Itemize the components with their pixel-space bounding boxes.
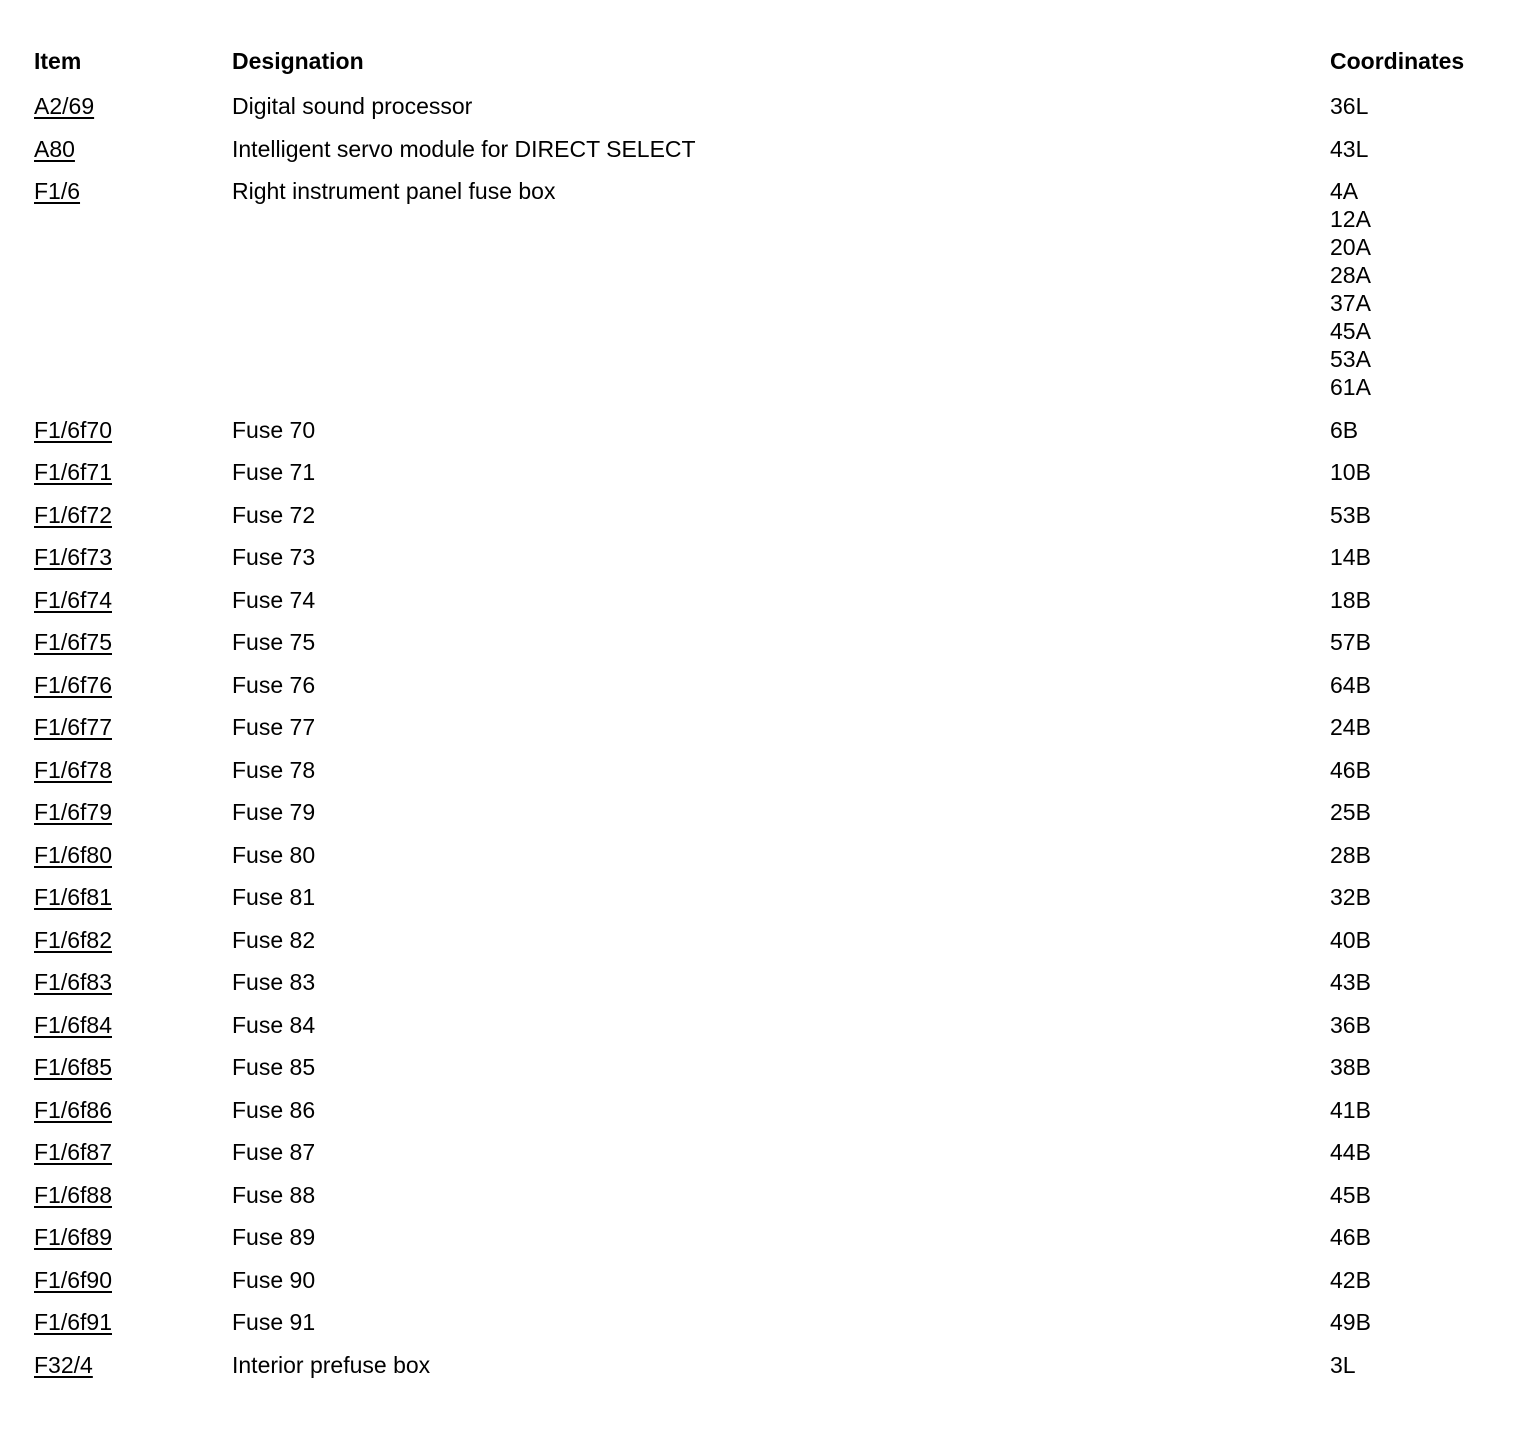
table-row xyxy=(34,1302,1504,1345)
item-link[interactable]: F1/6f87 xyxy=(34,1139,112,1165)
designation-cell: Fuse 88 xyxy=(232,1181,316,1208)
coordinates-cell xyxy=(1330,458,1504,486)
designation-cell: Fuse 74 xyxy=(232,586,316,613)
table-row xyxy=(34,835,1504,878)
item-cell xyxy=(34,926,232,954)
coordinate-value: 25B xyxy=(1330,799,1371,825)
designation-cell: Fuse 85 xyxy=(232,1054,316,1080)
item-cell xyxy=(34,92,232,120)
coordinate-value: 57B xyxy=(1330,629,1371,655)
table-row xyxy=(34,707,1504,750)
coordinates-cell xyxy=(1330,671,1504,699)
item-link[interactable]: F32/4 xyxy=(34,1351,93,1378)
coordinate-value: 12A xyxy=(1330,206,1371,232)
item-link[interactable]: F1/6f71 xyxy=(34,459,112,485)
item-cell xyxy=(34,1266,232,1294)
table-row xyxy=(34,1047,1504,1090)
table-header xyxy=(34,44,1504,86)
item-cell xyxy=(34,177,232,205)
item-cell xyxy=(34,416,232,444)
item-link[interactable]: F1/6f79 xyxy=(34,799,112,825)
header-item: Item xyxy=(34,48,82,74)
table-row xyxy=(34,537,1504,580)
table-row xyxy=(34,1345,1504,1388)
coordinate-value: 64B xyxy=(1330,671,1371,698)
coordinates-cell xyxy=(1330,92,1504,120)
item-link[interactable]: F1/6f90 xyxy=(34,1266,112,1293)
header-designation: Designation xyxy=(232,48,364,74)
item-link[interactable]: F1/6f80 xyxy=(34,841,112,868)
item-cell xyxy=(34,756,232,784)
coordinates-cell xyxy=(1330,798,1504,826)
item-cell xyxy=(34,628,232,656)
item-link[interactable]: A2/69 xyxy=(34,93,95,119)
table-row xyxy=(34,129,1504,172)
coordinates-cell xyxy=(1330,1096,1504,1124)
coordinates-cell xyxy=(1330,926,1504,954)
table-row xyxy=(34,1260,1504,1303)
item-link[interactable]: F1/6f75 xyxy=(34,629,112,655)
designation-cell: Fuse 73 xyxy=(232,544,316,570)
coordinate-value: 28A xyxy=(1330,262,1371,288)
coordinates-cell xyxy=(1330,1011,1504,1039)
coordinate-value: 49B xyxy=(1330,1309,1371,1335)
item-cell xyxy=(34,543,232,571)
table-row xyxy=(34,495,1504,538)
coordinate-value: 42B xyxy=(1330,1266,1371,1293)
item-cell xyxy=(34,458,232,486)
item-cell xyxy=(34,968,232,996)
item-cell xyxy=(34,1011,232,1039)
designation-cell: Fuse 76 xyxy=(232,671,316,698)
designation-cell: Fuse 71 xyxy=(232,459,316,485)
table-row xyxy=(34,410,1504,453)
item-cell xyxy=(34,798,232,826)
table-row xyxy=(34,1090,1504,1133)
coordinate-value: 37A xyxy=(1330,290,1371,316)
table-row xyxy=(34,452,1504,495)
item-cell xyxy=(34,501,232,529)
table-row xyxy=(34,171,1504,410)
coordinates-cell xyxy=(1330,968,1504,996)
item-cell xyxy=(34,713,232,741)
table-row xyxy=(34,877,1504,920)
designation-cell: Fuse 89 xyxy=(232,1224,316,1250)
coordinates-cell xyxy=(1330,628,1504,656)
item-cell xyxy=(34,841,232,869)
coordinates-cell xyxy=(1330,1266,1504,1294)
table-row xyxy=(34,1175,1504,1218)
item-link[interactable]: F1/6f81 xyxy=(34,884,112,910)
coordinate-value: 36L xyxy=(1330,93,1369,119)
coordinate-value: 44B xyxy=(1330,1139,1371,1165)
item-cell xyxy=(34,1181,232,1209)
coordinates-cell xyxy=(1330,135,1504,163)
coordinates-cell xyxy=(1330,713,1504,741)
designation-cell: Fuse 77 xyxy=(232,714,316,740)
table-row xyxy=(34,1217,1504,1260)
item-cell xyxy=(34,1096,232,1124)
coordinate-value: 32B xyxy=(1330,884,1371,910)
item-link[interactable]: F1/6f76 xyxy=(34,671,112,698)
item-link[interactable]: F1/6f82 xyxy=(34,926,112,953)
coordinate-value: 45B xyxy=(1330,1181,1371,1208)
coordinates-cell xyxy=(1330,883,1504,911)
item-link[interactable]: F1/6f91 xyxy=(34,1309,112,1335)
designation-cell: Fuse 87 xyxy=(232,1139,316,1165)
designation-cell: Intelligent servo module for DIRECT SELECT xyxy=(232,135,696,162)
designation-cell: Fuse 82 xyxy=(232,926,316,953)
coordinate-value: 18B xyxy=(1330,586,1371,613)
coordinates-cell xyxy=(1330,756,1504,784)
coordinate-value: 6B xyxy=(1330,416,1359,443)
designation-cell: Fuse 90 xyxy=(232,1266,316,1293)
table-row xyxy=(34,1005,1504,1048)
item-link[interactable]: F1/6f73 xyxy=(34,544,112,570)
coordinates-cell xyxy=(1330,1351,1504,1379)
coordinate-value: 3L xyxy=(1330,1351,1356,1378)
coordinate-value: 43L xyxy=(1330,135,1369,162)
coordinates-cell xyxy=(1330,1223,1504,1251)
designation-cell: Fuse 80 xyxy=(232,841,316,868)
item-link[interactable]: A80 xyxy=(34,135,75,162)
component-table xyxy=(34,44,1504,1387)
designation-cell: Fuse 78 xyxy=(232,756,316,783)
item-link[interactable]: F1/6f70 xyxy=(34,416,112,443)
item-link[interactable]: F1/6 xyxy=(34,178,81,204)
item-link[interactable]: F1/6f77 xyxy=(34,714,112,740)
item-link[interactable]: F1/6f78 xyxy=(34,756,112,783)
designation-cell: Fuse 83 xyxy=(232,969,316,995)
table-row xyxy=(34,622,1504,665)
item-cell xyxy=(34,586,232,614)
table-row xyxy=(34,792,1504,835)
coordinates-cell xyxy=(1330,1308,1504,1336)
table-row xyxy=(34,962,1504,1005)
designation-cell: Digital sound processor xyxy=(232,93,473,119)
coordinate-value: 14B xyxy=(1330,544,1371,570)
coordinates-cell xyxy=(1330,177,1504,401)
coordinate-value: 10B xyxy=(1330,459,1371,485)
item-cell xyxy=(34,671,232,699)
coordinates-cell xyxy=(1330,1053,1504,1081)
coordinate-value: 28B xyxy=(1330,841,1371,868)
item-link[interactable]: F1/6f86 xyxy=(34,1096,112,1123)
coordinate-value: 46B xyxy=(1330,1224,1371,1250)
designation-cell: Fuse 75 xyxy=(232,629,316,655)
coordinate-value: 24B xyxy=(1330,714,1371,740)
table-body xyxy=(34,86,1504,1387)
header-coordinates: Coordinates xyxy=(1330,48,1465,74)
item-link[interactable]: F1/6f89 xyxy=(34,1224,112,1250)
item-cell xyxy=(34,1138,232,1166)
coordinates-cell xyxy=(1330,501,1504,529)
coordinates-cell xyxy=(1330,1181,1504,1209)
item-link[interactable]: F1/6f84 xyxy=(34,1011,112,1038)
table-row xyxy=(34,580,1504,623)
coordinate-value: 46B xyxy=(1330,756,1371,783)
designation-cell: Fuse 72 xyxy=(232,501,316,528)
item-link[interactable]: F1/6f74 xyxy=(34,586,112,613)
coordinate-value: 20A xyxy=(1330,234,1371,260)
table-row xyxy=(34,1132,1504,1175)
coordinate-value: 36B xyxy=(1330,1011,1371,1038)
coordinate-value: 38B xyxy=(1330,1054,1371,1080)
coordinates-cell xyxy=(1330,416,1504,444)
coordinate-value: 45A xyxy=(1330,318,1371,344)
designation-cell: Fuse 70 xyxy=(232,416,316,443)
coordinates-cell xyxy=(1330,841,1504,869)
item-link[interactable]: F1/6f85 xyxy=(34,1054,112,1080)
designation-cell: Fuse 84 xyxy=(232,1011,316,1038)
table-row xyxy=(34,750,1504,793)
coordinate-value: 4A xyxy=(1330,178,1359,204)
designation-cell: Right instrument panel fuse box xyxy=(232,178,556,204)
designation-cell: Fuse 81 xyxy=(232,884,316,910)
item-cell xyxy=(34,135,232,163)
designation-cell: Interior prefuse box xyxy=(232,1351,431,1378)
item-cell xyxy=(34,1053,232,1081)
item-cell xyxy=(34,883,232,911)
coordinates-cell xyxy=(1330,586,1504,614)
coordinates-cell xyxy=(1330,1138,1504,1166)
coordinate-value: 61A xyxy=(1330,374,1371,400)
designation-cell: Fuse 79 xyxy=(232,799,316,825)
item-cell xyxy=(34,1308,232,1336)
item-link[interactable]: F1/6f83 xyxy=(34,969,112,995)
item-cell xyxy=(34,1351,232,1379)
designation-cell: Fuse 91 xyxy=(232,1309,316,1335)
item-link[interactable]: F1/6f72 xyxy=(34,501,112,528)
coordinate-value: 53B xyxy=(1330,501,1371,528)
item-cell xyxy=(34,1223,232,1251)
item-link[interactable]: F1/6f88 xyxy=(34,1181,112,1208)
coordinates-cell xyxy=(1330,543,1504,571)
coordinate-value: 41B xyxy=(1330,1096,1371,1123)
coordinate-value: 43B xyxy=(1330,969,1371,995)
table-row xyxy=(34,665,1504,708)
table-row xyxy=(34,86,1504,129)
designation-cell: Fuse 86 xyxy=(232,1096,316,1123)
coordinate-value: 40B xyxy=(1330,926,1371,953)
coordinate-value: 53A xyxy=(1330,346,1371,372)
table-row xyxy=(34,920,1504,963)
